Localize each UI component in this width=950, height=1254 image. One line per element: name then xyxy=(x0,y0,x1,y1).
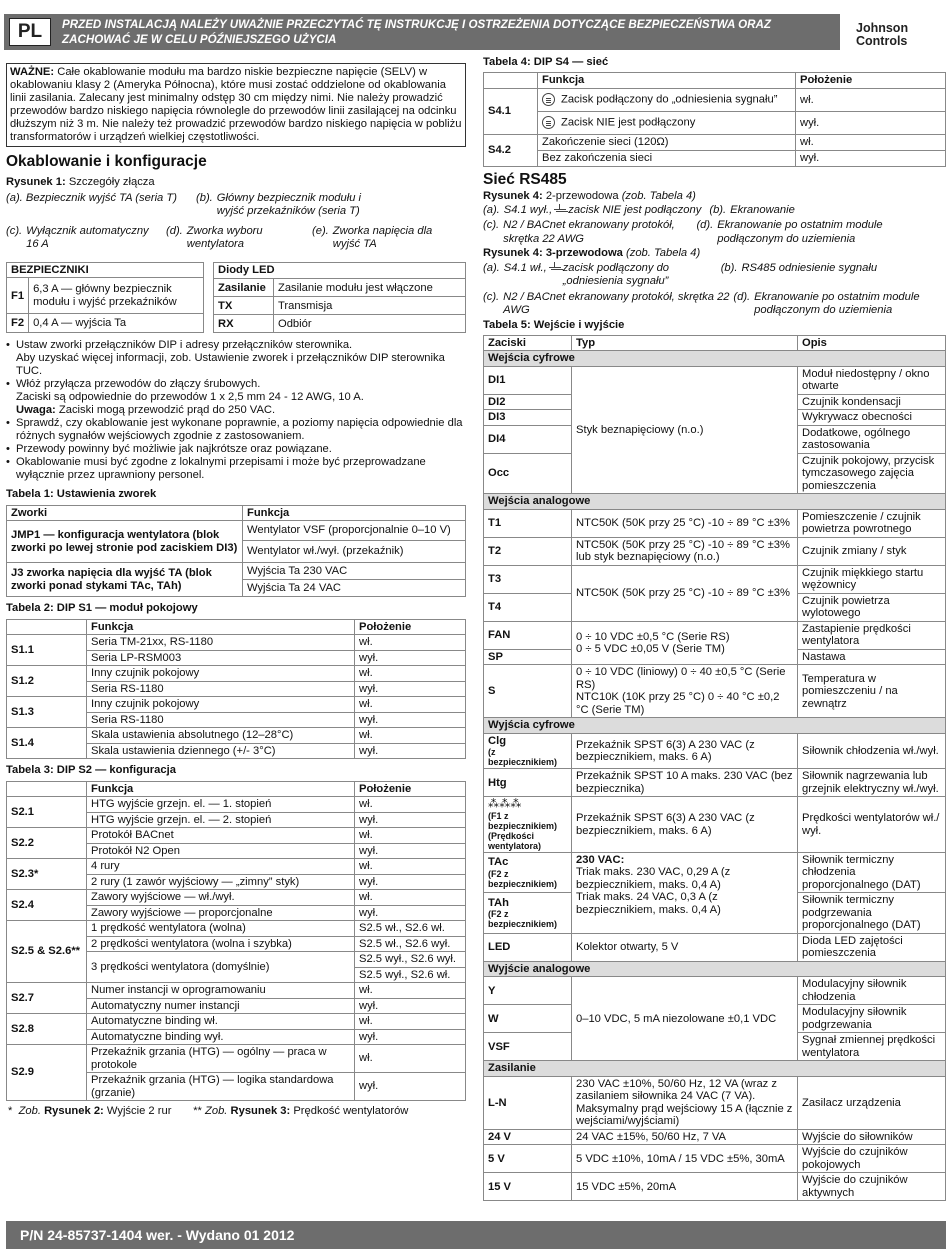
ground-icon xyxy=(549,262,561,272)
table-row: F1 6,3 A — główny bezpiecznik modułu i wyjść przekaźników xyxy=(7,278,204,314)
signal-ground-icon xyxy=(542,93,555,106)
function-cell: Zawory wyjściowe — wł./wył. xyxy=(87,890,355,906)
position-cell: wył. xyxy=(355,1029,466,1045)
legend-item-d: (d). Zworka wyboru wentylatora xyxy=(166,224,263,251)
logo-line-1: Johnson xyxy=(856,21,909,35)
function-cell: HTG wyjście grzejn. el. — 2. stopień xyxy=(87,812,355,828)
figure1-caption xyxy=(6,176,466,189)
list-item: • Sprawdź, czy okablowanie jest wykonane poprawnie, a poziomy napięcia odpowiednie dla różnych sygnałów wejściowych zgodnie z zastosowaniem. xyxy=(6,417,466,443)
table-row: Zacisk NIE jest podłączony wył. xyxy=(484,111,946,134)
function-cell: Automatyczne binding wł. xyxy=(87,1014,355,1030)
table-row xyxy=(7,890,466,906)
table-row xyxy=(7,697,466,713)
table-row xyxy=(7,635,466,651)
table-row xyxy=(7,983,466,999)
table-row: T2 NTC50K (50K przy 25 °C) -10 ÷ 89 °C ±3% lub styk beznapięciowy (n.o.) Czujnik zmiany / styk xyxy=(484,537,946,565)
io-table: Zaciski Typ Opis Wejścia cyfrowe DI1 Styk beznapięciowy (n.o.) Moduł niedostępny / okno otwarte DI2 Czujnik kondensacji DI3 Wykrywacz obecności DI4 Dodatkowe, ogólnego zastosowania Occ Czujnik pokojowy, przycisk tymczasowego zajęcia pomieszczenia Wejścia analogowe T1 NTC50K (50K przy 25 °C) -10 ÷ 89 °C ±3% Pomieszczenie / czujnik powietrza powrotnego T2 NTC50K (50K przy 25 °C) -10 ÷ 89 °C ±3% lub styk beznapięciowy (n.o.) Czujnik zmiany / styk T3 NTC50K (50K przy 25 °C) -10 ÷ 89 °C ±3% Czujnik miękkiego startu wężownicy T4 Czujnik powietrza wylotowego FAN 0 ÷ 10 VDC ±0,5 °C (Serie RS) 0 ÷ 5 VDC ±0,05 V (Serie TM) Zastapienie prędkości wentylatora SP Nastawa S 0 ÷ 10 VDC (liniowy) 0 ÷ 40 ±0,5 °C (Serie RS) NTC10K (10K przy 25 °C) 0 ÷ 40 °C ±0,2 °C (Serie TM) Temperatura w pomieszczeniu / na zewnątrz Wyjścia cyfrowe Clg (z bezpiecznikiem) Przekaźnik SPST 6(3) A 230 VAC (z bezpiecznikiem, maks. 6 A) Siłownik chłodzenia wł./wył. Htg Przekaźnik SPST 10 A maks. 230 VAC (bez bezpiecznika) Siłownik nagrzewania lub grzejnik elektryczny wł./wył. ⁂⁂⁂ (F1 z bezpiecznikiem) (Prędkości wentylatora) Przekaźnik SPST 6(3) A 230 VAC (z bezpiecznikiem, maks. 6 A) Prędkości wentylatorów wł./ wył. TAc (F2 z bezpiecznikiem) 230 VAC: Triak maks. 230 VAC, 0,29 A (z bezpiecznikiem, maks. 0,4 A) Triak maks. 24 VAC, 0,3 A (z bezpiecznikiem, maks. 0,4 A) Siłownik termiczny chłodzenia proporcjonalnego (DAT) TAh (F2 z bezpiecznikiem) Siłownik termiczny podgrzewania proporcjonalnego (DAT) LED Kolektor otwarty, 5 V Dioda LED zajętości pomieszczenia Wyjście analogowe Y 0–10 VDC, 5 mA niezolowane ±0,1 VDC Modulacyjny siłownik chłodzenia W Modulacyjny siłownik podgrzewania VSF Sygnał zmiennej prędkości wentylatora Zasilanie L-N 230 VAC ±10%, 50/60 Hz, 12 VA (wraz z zasilaniem siłownika 24 VAC (7 VA). Maksymalny prąd wejściowy 15 A (łącznie z wejściami/wyjściami) Zasilacz urządzenia 24 V 24 VAC ±15%, 50/60 Hz, 7 VA Wyjście do siłowników 5 V 5 VDC ±10%, 10mA / 15 VDC ±5%, 30mA Wyjście do czujników pokojowych 15 V 15 VDC ±5%, 20mA Wyjście do czujników aktywnych xyxy=(483,335,946,1202)
switch-id: S1.3 xyxy=(7,697,87,728)
list-item: • Okablowanie musi być zgodne z lokalnymi przepisami i może być przeprowadzane wyłącznie przez uprawniony personel. xyxy=(6,456,466,482)
table-row: S2.5 & S2.6** 1 prędkość wentylatora (wolna) S2.5 wł., S2.6 wł. xyxy=(7,921,466,937)
function-cell: Seria LP-RSM003 xyxy=(87,650,355,666)
table-row: J3 zworka napięcia dla wyjść TA (blok zworki ponad stykami TAc, TAh) Wyjścia Ta 230 VAC xyxy=(7,563,466,580)
logo-line-2: Controls xyxy=(856,34,908,48)
function-cell: Protokół N2 Open xyxy=(87,843,355,859)
table-row xyxy=(7,1045,466,1073)
function-cell: Seria RS-1180 xyxy=(87,712,355,728)
jumper-settings-table: Zworki Funkcja JMP1 — konfiguracja wentylatora (blok zworki po lewej stronie pod zaciskiem DI3) Wentylator VSF (proporcjonalnie 0–10 V) Wentylator wł./wył. (przekaźnik) J3 zworka napięcia dla wyjść TA (blok zworki ponad stykami TAc, TAh) Wyjścia Ta 230 VAC Wyjścia Ta 24 VAC xyxy=(6,505,466,598)
wiring-instructions xyxy=(6,339,466,482)
figure1-legend-row2 xyxy=(6,225,466,252)
position-cell: wył. xyxy=(355,905,466,921)
position-cell: wł. xyxy=(355,1014,466,1030)
table-row: Clg (z bezpiecznikiem) Przekaźnik SPST 6(3) A 230 VAC (z bezpiecznikiem, maks. 6 A) Siłownik chłodzenia wł./wył. xyxy=(484,733,946,769)
dip-s2-table: Funkcja Położenie S2.1 HTG wyjście grzejn. el. — 1. stopień wł. HTG wyjście grzejn. el. — 2. stopień wył. S2.2 Protokół BACnet wł. Protokół N2 Open wył. S2.3* 4 rury wł. 2 rury (1 zawór wyjściowy — „zimny” styk) wył. S2.4 Zawory wyjściowe — wł./wył. wł. Zawory wyjściowe — proporcjonalne wył. S2.5 & S2.6** 1 prędkość wentylatora (wolna) S2.5 wł., S2.6 wł. 2 prędkości wentylatora (wolna i szybka) S2.5 wł., S2.6 wył. 3 prędkości wentylatora (domyślnie) S2.5 wył., S2.6 wył. S2.5 wył., S2.6 wł. S2.7 Numer instancji w oprogramowaniu wł. Automatyczny numer instancji wył. S2.8 Automatyczne binding wł. wł. Automatyczne binding wył. wył. S2.9 Przekaźnik grzania (HTG) — ogólny — praca w protokole wł. Przekaźnik grzania (HTG) — logika standardowa (grzanie) wył. xyxy=(6,781,466,1102)
footnotes: * Zob. Rysunek 2: Wyjście 2 rur ** Zob. Rysunek 3: Prędkość wentylatorów xyxy=(8,1105,409,1118)
table-row: Wyjścia Ta 24 VAC xyxy=(7,580,466,597)
leds-title: Diody LED xyxy=(214,262,466,279)
table-row: TX Transmisja xyxy=(214,297,466,315)
position-cell: wł. xyxy=(355,635,466,651)
table-row: TAh (F2 z bezpiecznikiem) Siłownik termiczny podgrzewania proporcjonalnego (DAT) xyxy=(484,893,946,934)
table-row xyxy=(7,828,466,844)
table-row: 3 prędkości wentylatora (domyślnie) S2.5 wył., S2.6 wył. xyxy=(7,952,466,968)
switch-id: S2.5 & S2.6** xyxy=(7,921,87,983)
switch-id: S2.7 xyxy=(7,983,87,1014)
table4-title: Tabela 4: DIP S4 — sieć xyxy=(483,56,609,68)
figure1-title: Szczegóły złącza xyxy=(68,175,155,188)
figure4a-legend-ab: (a). S4.1 wył., zacisk NIE jest podłączony (b). Ekranowanie xyxy=(483,203,795,216)
header-warning: PRZED INSTALACJĄ NALEŻY UWAŻNIE PRZECZYTAĆ TĘ INSTRUKCJĘ I OSTRZEŻENIA DOTYCZĄCE BEZPIECZEŃSTWA ORAZ ZACHOWAĆ JE W CELU PÓŹNIEJSZEGO UŻYCIA xyxy=(62,18,771,46)
table-row: VSF Sygnał zmiennej prędkości wentylatora xyxy=(484,1033,946,1061)
table-row xyxy=(7,859,466,875)
table-row: RX Odbiór xyxy=(214,315,466,333)
table-row: FAN 0 ÷ 10 VDC ±0,5 °C (Serie RS) 0 ÷ 5 VDC ±0,05 V (Serie TM) Zastapienie prędkości wentylatora xyxy=(484,621,946,649)
table-row: DI3 Wykrywacz obecności xyxy=(484,410,946,426)
table-row: L-N 230 VAC ±10%, 50/60 Hz, 12 VA (wraz z zasilaniem siłownika 24 VAC (7 VA). Maksymalny prąd wejściowy 15 A (łącznie z wejściami/wyjściami) Zasilacz urządzenia xyxy=(484,1076,946,1129)
function-cell: Przekaźnik grzania (HTG) — ogólny — praca w protokole xyxy=(87,1045,355,1073)
position-cell: wył. xyxy=(355,812,466,828)
section-power: Zasilanie xyxy=(484,1061,946,1077)
table-row: DI2 Czujnik kondensacji xyxy=(484,394,946,410)
table-row xyxy=(7,797,466,813)
table-row: JMP1 — konfiguracja wentylatora (blok zworki po lewej stronie pod zaciskiem DI3) Wentylator VSF (proporcjonalnie 0–10 V) xyxy=(7,521,466,541)
position-cell: wył. xyxy=(355,843,466,859)
function-cell: Inny czujnik pokojowy xyxy=(87,666,355,682)
function-cell: Skala ustawienia absolutnego (12–28°C) xyxy=(87,728,355,744)
table-row: ⁂⁂⁂ (F1 z bezpiecznikiem) (Prędkości wentylatora) Przekaźnik SPST 6(3) A 230 VAC (z bezpiecznikiem, maks. 6 A) Prędkości wentylatorów wł./ wył. xyxy=(484,797,946,853)
function-cell: HTG wyjście grzejn. el. — 1. stopień xyxy=(87,797,355,813)
function-cell: Zawory wyjściowe — proporcjonalne xyxy=(87,905,355,921)
figure4b-caption: Rysunek 4: 3-przewodowa (zob. Tabela 4) xyxy=(483,247,701,260)
function-cell: 2 rury (1 zawór wyjściowy — „zimny” styk) xyxy=(87,874,355,890)
section-digital-outputs: Wyjścia cyfrowe xyxy=(484,718,946,734)
right-column xyxy=(483,56,946,1201)
table-row: Bez zakończenia sieci wył. xyxy=(484,150,946,166)
table5-title: Tabela 5: Wejście i wyjście xyxy=(483,319,625,332)
position-cell: wył. xyxy=(355,712,466,728)
table-row: Wentylator wł./wył. (przekaźnik) xyxy=(7,541,466,563)
function-cell: Automatyczny numer instancji xyxy=(87,998,355,1014)
dip-s4-table: Funkcja Położenie S4.1 Zacisk podłączony do „odniesienia sygnału” wł. Zacisk NIE jest podłączony wył. S4.2 Zakończenie sieci (120Ω) wł. Bez zakończenia sieci wył. xyxy=(483,72,946,167)
section-analog-inputs: Wejścia analogowe xyxy=(484,494,946,510)
position-cell: wł. xyxy=(355,859,466,875)
warning-text: Całe okablowanie modułu ma bardzo niskie bezpieczne napięcie (SELV) w okablowaniu klasy 2 (Ameryka Północna), które musi zostać oddzielone od okablowania linii zasilania. Zalecany jest minimalny odstęp 30 cm między nimi. Nie należy prowadzić przewodów bardzo niskiego napięcia równolegle do przewodów linii zasilającej na odcinku dłuższym niż 3 m. Nie należy też prowadzić przewodów bardzo niskiego napięcia w pobliżu transformatorów i urządzeń wielkiej częstotliwości. xyxy=(10,66,462,143)
switch-id: S2.9 xyxy=(7,1045,87,1101)
position-cell: wył. xyxy=(355,998,466,1014)
table-row: F2 0,4 A — wyjścia Ta xyxy=(7,314,204,333)
table-row: DI1 Styk beznapięciowy (n.o.) Moduł niedostępny / okno otwarte xyxy=(484,366,946,394)
switch-id: S2.1 xyxy=(7,797,87,828)
function-cell: Protokół BACnet xyxy=(87,828,355,844)
table-row: Htg Przekaźnik SPST 10 A maks. 230 VAC (bez bezpiecznika) Siłownik nagrzewania lub grzejnik elektryczny wł./wył. xyxy=(484,769,946,797)
position-cell: wł. xyxy=(355,828,466,844)
dip-s1-table: Funkcja Położenie S1.1 Seria TM-21xx, RS-1180 wł. Seria LP-RSM003 wył. S1.2 Inny czujnik pokojowy wł. Seria RS-1180 wył. S1.3 Inny czujnik pokojowy wł. Seria RS-1180 wył. S1.4 Skala ustawienia absolutnego (12–28°C) wł. Skala ustawienia dziennego (+/- 3°C) wył. xyxy=(6,619,466,760)
table-row: W Modulacyjny siłownik podgrzewania xyxy=(484,1005,946,1033)
table-row xyxy=(7,1014,466,1030)
header-bar xyxy=(4,14,840,50)
table-row xyxy=(7,728,466,744)
switch-id: S2.3* xyxy=(7,859,87,890)
table2-title: Tabela 2: DIP S1 — moduł pokojowy xyxy=(6,602,198,615)
section-analog-outputs: Wyjście analogowe xyxy=(484,961,946,977)
position-cell: wył. xyxy=(355,650,466,666)
switch-id: S1.4 xyxy=(7,728,87,759)
table-row: T4 Czujnik powietrza wylotowego xyxy=(484,593,946,621)
table3-title: Tabela 3: DIP S2 — konfiguracja xyxy=(6,764,176,777)
table-row: T3 NTC50K (50K przy 25 °C) -10 ÷ 89 °C ±3% Czujnik miękkiego startu wężownicy xyxy=(484,565,946,593)
table1-title: Tabela 1: Ustawienia zworek xyxy=(6,488,157,501)
fuses-title: BEZPIECZNIKI xyxy=(7,262,204,278)
legend-item-b: (b). Główny bezpiecznik modułu i wyjść przekaźników (seria T) xyxy=(196,192,362,218)
table-row: 24 V 24 VAC ±15%, 50/60 Hz, 7 VA Wyjście do siłowników xyxy=(484,1129,946,1145)
list-item: • Przewody powinny być możliwie jak najkrótsze oraz powiązane. xyxy=(6,443,466,456)
switch-id: S1.2 xyxy=(7,666,87,697)
table-row: Occ Czujnik pokojowy, przycisk tymczasowego zajęcia pomieszczenia xyxy=(484,453,946,494)
position-cell: wył. xyxy=(355,681,466,697)
left-column xyxy=(6,153,466,1119)
position-cell: wł. xyxy=(355,1045,466,1073)
table-row xyxy=(7,666,466,682)
table-row: S 0 ÷ 10 VDC (liniowy) 0 ÷ 40 ±0,5 °C (Serie RS) NTC10K (10K przy 25 °C) 0 ÷ 40 °C ±0,2 °C (Serie TM) Temperatura w pomieszczeniu / na zewnątrz xyxy=(484,665,946,718)
table-row: T1 NTC50K (50K przy 25 °C) -10 ÷ 89 °C ±3% Pomieszczenie / czujnik powietrza powrotnego xyxy=(484,509,946,537)
function-cell: 4 rury xyxy=(87,859,355,875)
position-cell: wył. xyxy=(355,1073,466,1101)
list-item: • Włóż przyłącza przewodów do złączy śrubowych. Zaciski są odpowiednie do przewodów 1 x 2,5 mm 24 - 12 AWG, 10 A. Uwaga: Zaciski mogą przewodzić prąd do 250 VAC. xyxy=(6,378,466,417)
fuses-table xyxy=(6,262,204,334)
figure4b-legend-ab: (a). S4.1 wł., zacisk podłączony do „odniesienia sygnału” (b). RS485 odniesienie sygnału xyxy=(483,261,878,288)
switch-id: S2.2 xyxy=(7,828,87,859)
fan-speed-icon: ⁂⁂⁂ xyxy=(488,798,522,811)
function-cell: Przekaźnik grzania (HTG) — logika standardowa (grzanie) xyxy=(87,1073,355,1101)
function-cell: Numer instancji w oprogramowaniu xyxy=(87,983,355,999)
table-row: SP Nastawa xyxy=(484,649,946,665)
list-item: • Ustaw zworki przełączników DIP i adresy przełączników sterownika. Aby uzyskać więcej informacji, zob. Ustawienie zworek i przełączników DIP sterownika TUC. xyxy=(6,339,466,378)
function-cell: Seria TM-21xx, RS-1180 xyxy=(87,635,355,651)
table-row: S2.5 wył., S2.6 wł. xyxy=(7,967,466,983)
position-cell: wył. xyxy=(355,874,466,890)
figure1-label: Rysunek 1: xyxy=(6,175,66,188)
position-cell: wł. xyxy=(355,728,466,744)
table-row: S4.2 Zakończenie sieci (120Ω) wł. xyxy=(484,134,946,150)
figure4a-legend-cd: (c). N2 / BACnet ekranowany protokół, skrętka 22 AWG (d). Ekranowanie po ostatnim module podłączonym do uziemienia xyxy=(483,219,883,245)
rs485-title: Sieć RS485 xyxy=(483,170,567,188)
legend-item-e: (e). Zworka napięcia dla wyjść TA xyxy=(312,224,433,251)
function-cell: Seria RS-1180 xyxy=(87,681,355,697)
section-digital-inputs: Wejścia cyfrowe xyxy=(484,351,946,367)
position-cell: wł. xyxy=(355,890,466,906)
table-row: 15 V 15 VDC ±5%, 20mA Wyjście do czujników aktywnych xyxy=(484,1173,946,1201)
position-cell: wł. xyxy=(355,797,466,813)
table-row: Y 0–10 VDC, 5 mA niezolowane ±0,1 VDC Modulacyjny siłownik chłodzenia xyxy=(484,977,946,1005)
table-row: TAc (F2 z bezpiecznikiem) 230 VAC: Triak maks. 230 VAC, 0,29 A (z bezpiecznikiem, maks. 0,4 A) Triak maks. 24 VAC, 0,3 A (z bezpiecznikiem, maks. 0,4 A) Siłownik termiczny chłodzenia proporcjonalnego (DAT) xyxy=(484,852,946,893)
figure1-legend-row1 xyxy=(6,192,466,219)
signal-ground-icon xyxy=(542,116,555,129)
company-logo xyxy=(856,22,946,48)
table-row: LED Kolektor otwarty, 5 V Dioda LED zajętości pomieszczenia xyxy=(484,933,946,961)
table-row: 5 V 5 VDC ±10%, 10mA / 15 VDC ±5%, 30mA Wyjście do czujników pokojowych xyxy=(484,1145,946,1173)
legend-item-a: (a). Bezpiecznik wyjść TA (seria T) xyxy=(6,192,177,205)
position-cell: wł. xyxy=(355,697,466,713)
legend-item-c: (c). Wyłącznik automatyczny 16 A xyxy=(6,224,149,251)
table-row: 2 prędkości wentylatora (wolna i szybka) S2.5 wł., S2.6 wył. xyxy=(7,936,466,952)
position-cell: wł. xyxy=(355,666,466,682)
footer-bar: P/N 24-85737-1404 wer. - Wydano 01 2012 xyxy=(6,1221,946,1249)
function-cell: Skala ustawienia dziennego (+/- 3°C) xyxy=(87,743,355,759)
figure4a-caption: Rysunek 4: 2-przewodowa (zob. Tabela 4) xyxy=(483,189,696,202)
table-row: S4.1 Zacisk podłączony do „odniesienia sygnału” wł. xyxy=(484,88,946,111)
table-row: Zasilanie Zasilanie modułu jest włączone xyxy=(214,279,466,297)
warning-label: WAŻNE: xyxy=(10,66,55,78)
ground-icon xyxy=(554,204,566,214)
position-cell: wył. xyxy=(355,743,466,759)
figure4b-legend-cd: (c). N2 / BACnet ekranowany protokół, skrętka 22 AWG (d). Ekranowanie po ostatnim module podłączonym do uziemienia xyxy=(483,290,920,317)
important-warning-box xyxy=(6,63,466,147)
position-cell: wł. xyxy=(355,983,466,999)
switch-id: S2.4 xyxy=(7,890,87,921)
switch-id: S1.1 xyxy=(7,635,87,666)
function-cell: Inny czujnik pokojowy xyxy=(87,697,355,713)
language-code-badge: PL xyxy=(9,18,51,46)
switch-id: S2.8 xyxy=(7,1014,87,1045)
fuse-led-tables xyxy=(6,262,466,334)
leds-table xyxy=(213,262,466,334)
table-row: DI4 Dodatkowe, ogólnego zastosowania xyxy=(484,425,946,453)
function-cell: Automatyczne binding wył. xyxy=(87,1029,355,1045)
wiring-title: Okablowanie i konfiguracje xyxy=(6,153,207,170)
